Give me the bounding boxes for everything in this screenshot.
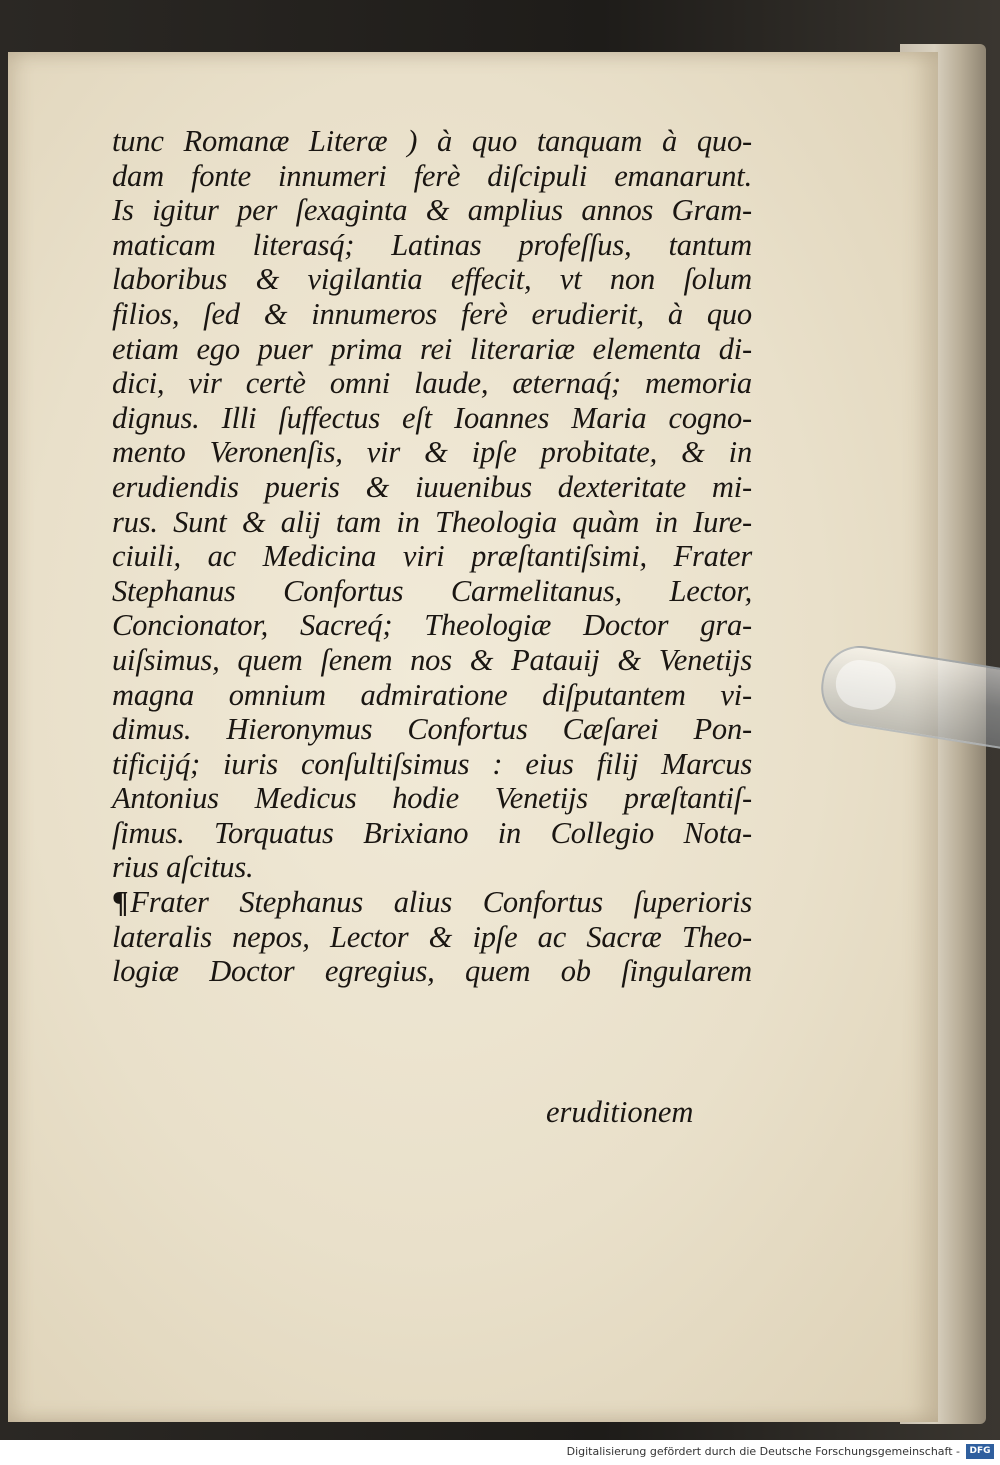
text-line: maticam literasq́; Latinas profeſſus, tantum bbox=[112, 227, 752, 262]
text-line: erudiendis pueris & iuuenibus dexteritate mi- bbox=[112, 469, 752, 504]
page-clip-highlight bbox=[832, 657, 899, 714]
text-line: Concionator, Sacreq́; Theologiæ Doctor gra- bbox=[112, 608, 752, 643]
text-line-content: Frater Stephanus alius Confortus ſuperioris bbox=[130, 885, 752, 920]
text-line: rus. Sunt & alij tam in Theologia quàm in Iure- bbox=[112, 504, 752, 539]
paragraph-2-first-line bbox=[112, 885, 752, 920]
text-line: dimus. Hieronymus Confortus Cæſarei Pon- bbox=[112, 712, 752, 747]
text-line: logiæ Doctor egregius, quem ob ſingularem bbox=[112, 954, 752, 989]
text-line: lateralis nepos, Lector & ipſe ac Sacræ Theo- bbox=[112, 919, 752, 954]
text-line: mento Veronenſis, vir & ipſe probitate, & in bbox=[112, 435, 752, 470]
text-line: etiam ego puer prima rei literariæ elementa di- bbox=[112, 331, 752, 366]
text-line: tificijq́; iuris conſultiſsimus : eius filij Marcus bbox=[112, 746, 752, 781]
text-line: filios, ſed & innumeros ferè erudierit, à quo bbox=[112, 296, 752, 331]
text-line: ſimus. Torquatus Brixiano in Collegio Nota- bbox=[112, 815, 752, 850]
text-line: ciuili, ac Medicina viri præſtantiſsimi, Frater bbox=[112, 539, 752, 574]
text-line: dici, vir certè omni laude, æternaq́; memoria bbox=[112, 366, 752, 401]
text-line: tunc Romanæ Literæ ) à quo tanquam à quo- bbox=[112, 124, 752, 158]
text-line: laboribus & vigilantia effecit, vt non ſolum bbox=[112, 262, 752, 297]
text-line: Is igitur per ſexaginta & amplius annos Gram- bbox=[112, 193, 752, 228]
footer-credit-text: Digitalisierung gefördert durch die Deutsche Forschungsgemeinschaft - bbox=[566, 1445, 960, 1458]
text-line: dignus. Illi ſuffectus eſt Ioannes Maria cogno- bbox=[112, 400, 752, 435]
footer-credit-bar bbox=[0, 1440, 1000, 1465]
text-line: Antonius Medicus hodie Venetijs præſtantiſ- bbox=[112, 781, 752, 816]
text-line: magna omnium admiratione diſputantem vi- bbox=[112, 677, 752, 712]
dfg-logo-icon: DFG bbox=[966, 1444, 994, 1459]
text-line: dam fonte innumeri ferè diſcipuli emanarunt. bbox=[112, 158, 752, 193]
text-line: uiſsimus, quem ſenem nos & Patauij & Venetijs bbox=[112, 642, 752, 677]
pilcrow-icon: ¶ bbox=[112, 885, 129, 920]
text-line: Stephanus Confortus Carmelitanus, Lector, bbox=[112, 573, 752, 608]
body-text bbox=[112, 124, 752, 989]
catchword: eruditionem bbox=[546, 1095, 694, 1129]
text-line: rius aſcitus. bbox=[112, 850, 254, 885]
